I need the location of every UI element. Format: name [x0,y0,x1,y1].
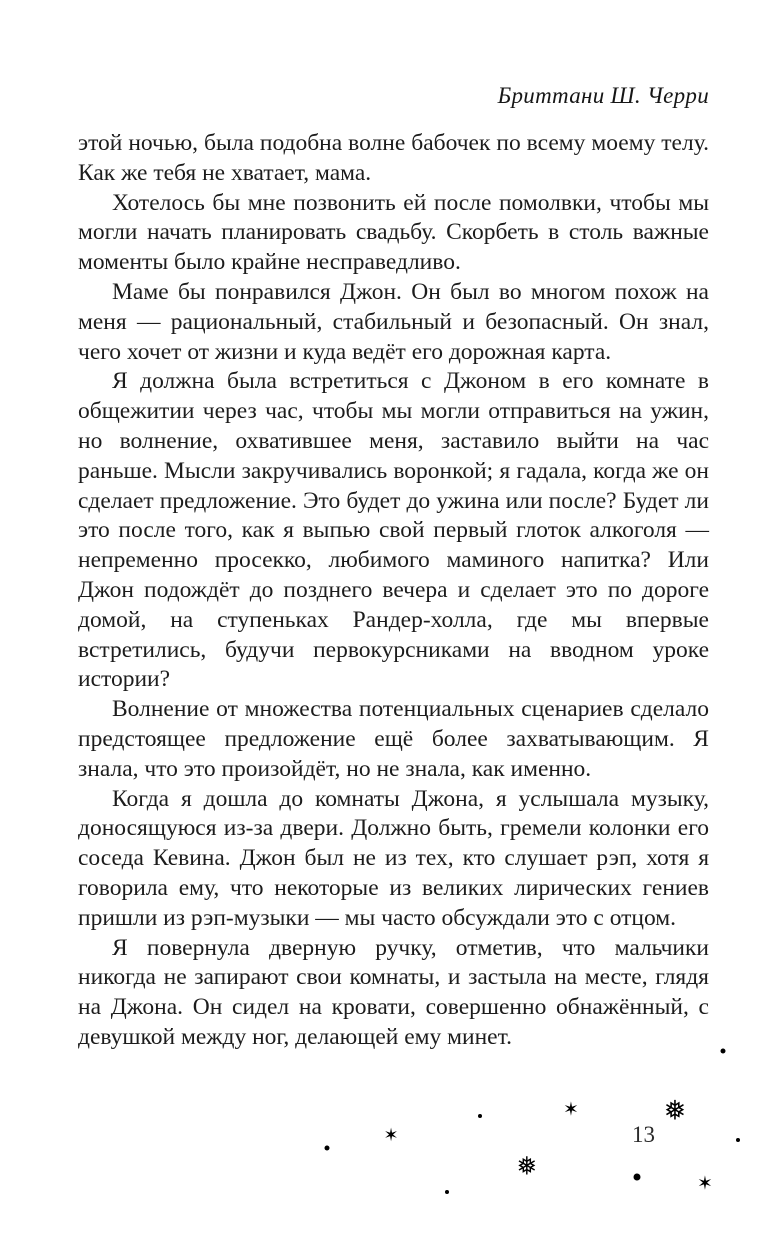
snowflake-icon: ❅ [663,1095,687,1127]
paragraph: Хотелось бы мне позвонить ей после помолвки, чтобы мы могли начать планировать свадьбу. Скорбеть в столь важные моменты было крайне несправедливо. [78,189,709,276]
paragraph: Волнение от множества потенциальных сценариев сделало предстоящее предложение ещё более захватывающим. Я знала, что это произойдёт, но не знала, как именно. [78,696,709,782]
dot-icon [445,1190,449,1194]
dot-icon [478,1114,482,1118]
body-text [78,129,709,1053]
dot-icon [721,1049,726,1054]
dot-icon [325,1146,330,1151]
page-number: 13 [632,1122,655,1147]
paragraph: Маме бы понравился Джон. Он был во многом похож на меня — рациональный, стабильный и безопасный. Он знал, чего хочет от жизни и куда ведёт его дорожная карта. [78,278,709,365]
dot-icon [634,1174,641,1181]
star-snowflake-icon: ✶ [383,1125,399,1146]
dot-icon [736,1138,740,1142]
paragraph: Когда я дошла до комнаты Джона, я услышала музыку, доносящуюся из-за двери. Должно быть, гремели колонки его соседа Кевина. Джон был не из тех, кто слушает рэп, хотя я говорила ему, что некоторые из великих лирических гениев пришли из рэп-музыки — мы часто обсуждали это с отцом. [78,785,709,931]
star-snowflake-icon: ✶ [697,1172,713,1195]
running-header-author: Бриттани Ш. Черри [497,83,709,108]
star-snowflake-icon: ✶ [563,1098,579,1121]
paragraph: Я должна была встретиться с Джоном в его комнате в общежитии через час, чтобы мы могли отправиться на ужин, но волнение, охватившее меня, заставило выйти на час раньше. Мысли закручивались воронкой; я гадала, когда же он сделает предложение. Это будет до ужина или после? Будет ли это после того, как я выпью свой первый глоток алкоголя — непременно просекко, любимого маминого напитка? Или Джон подождёт до позднего вечера и сделает это по дороге домой, на ступеньках Рандер-холла, где мы впервые встретились, будучи первокурсниками на вводном уроке истории? [78,368,709,693]
paragraph: этой ночью, была подобна волне бабочек по всему моему телу. Как же тебя не хватает, мама. [78,130,709,186]
snowflake-icon: ❅ [516,1151,538,1181]
paragraph: Я повернула дверную ручку, отметив, что мальчики никогда не запирают свои комнаты, и застыла на месте, глядя на Джона. Он сидел на кровати, совершенно обнажённый, с девушкой между ног, делающей ему минет. [78,934,709,1050]
